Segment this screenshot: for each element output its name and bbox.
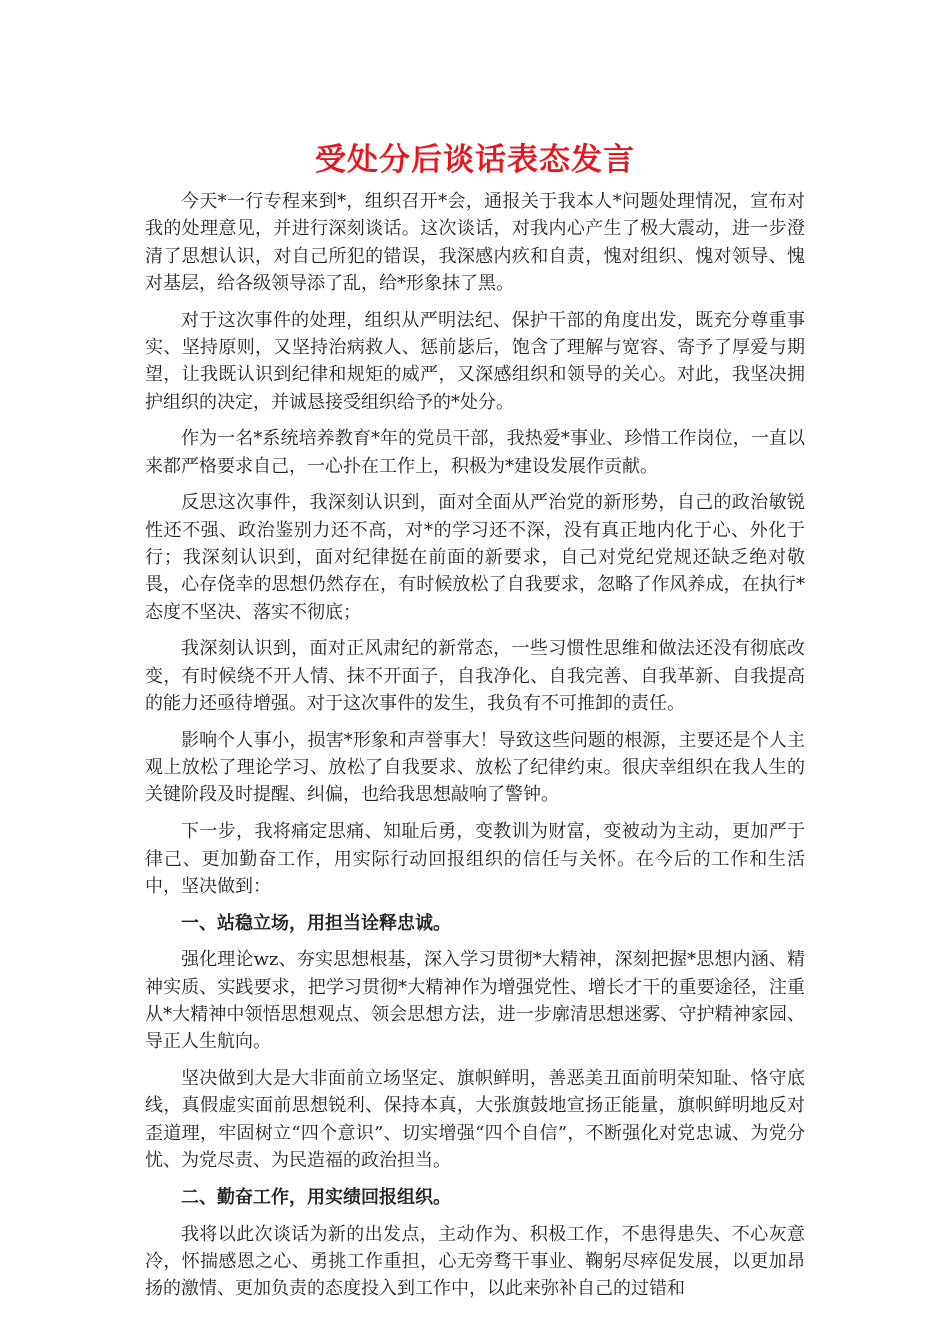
body-paragraph: 作为一名*系统培养教育*年的党员干部，我热爱*事业、珍惜工作岗位，一直以来都严格要求自己，一心扑在工作上，积极为*建设发展作贡献。 — [145, 428, 805, 477]
section1-paragraph: 强化理论wz、夯实思想根基，深入学习贯彻*大精神，深刻把握*思想内涵、精神实质、实践要求，把学习贯彻*大精神作为增强党性、增长才干的重要途径，注重从*大精神中领悟思想观点、领会思想方法，进一步廓清思想迷雾、守护精神家园、导正人生航向。 — [145, 949, 805, 1053]
document-body — [145, 188, 805, 1312]
body-paragraph: 反思这次事件，我深刻认识到，面对全面从严治党的新形势，自己的政治敏锐性还不强、政治鉴别力还不高，对*的学习还不深，没有真正地内化于心、外化于行；我深刻认识到，面对纪律挺在前面的新要求，自己对党纪党规还缺乏绝对敬畏，心存侥幸的思想仍然存在，有时候放松了自我要求，忽略了作风养成，在执行*态度不坚决、落实不彻底； — [145, 492, 805, 623]
body-paragraph: 今天*一行专程来到*，组织召开*会，通报关于我本人*问题处理情况，宣布对我的处理意见，并进行深刻谈话。这次谈话，对我内心产生了极大震动，进一步澄清了思想认识，对自己所犯的错误，我深感内疚和自责，愧对组织、愧对领导、愧对基层，给各级领导添了乱，给*形象抹了黑。 — [145, 191, 805, 294]
body-paragraph: 下一步，我将痛定思痛、知耻后勇，变教训为财富，变被动为主动，更加严于律己、更加勤奋工作，用实际行动回报组织的信任与关怀。在今后的工作和生活中，坚决做到： — [145, 821, 805, 897]
body-paragraph: 影响个人事小，损害*形象和声誉事大！导致这些问题的根源，主要还是个人主观上放松了理论学习、放松了自我要求、放松了纪律约束。很庆幸组织在我人生的关键阶段及时提醒、纠偏，也给我思想敲响了警钟。 — [145, 729, 805, 806]
section-heading-2: 二、勤奋工作，用实绩回报组织。 — [181, 1186, 451, 1208]
body-paragraph: 对于这次事件的处理，组织从严明法纪、保护干部的角度出发，既充分尊重事实、坚持原则，又坚持治病救人、惩前毖后，饱含了理解与宽容、寄予了厚爱与期望，让我既认识到纪律和规矩的威严，又深感组织和领导的关心。对此，我坚决拥护组织的决定，并诚恳接受组织给予的*处分。 — [145, 309, 805, 413]
section2-paragraph: 我将以此次谈话为新的出发点，主动作为、积极工作，不患得患失、不心灰意冷，怀揣感恩之心、勇挑工作重担，心无旁骛干事业、鞠躬尽瘁促发展，以更加昂扬的激情、更加负责的态度投入到工作中，以此来弥补自己的过错和 — [145, 1223, 805, 1300]
body-paragraph: 我深刻认识到，面对正风肃纪的新常态，一些习惯性思维和做法还没有彻底改变，有时候绕不开人情、抹不开面子，自我净化、自我完善、自我革新、自我提高的能力还亟待增强。对于这次事件的发生，我负有不可推卸的责任。 — [145, 638, 805, 715]
document-title: 受处分后谈话表态发言 — [315, 142, 635, 178]
section1-paragraph: 坚决做到大是大非面前立场坚定、旗帜鲜明，善恶美丑面前明荣知耻、恪守底线，真假虚实面前思想锐利、保持本真，大张旗鼓地宣扬正能量，旗帜鲜明地反对歪道理，牢固树立“四个意识”、切实增强“四个自信”，不断强化对党忠诚、为党分忧、为党尽责、为民造福的政治担当。 — [145, 1068, 805, 1171]
section-heading-1: 一、站稳立场，用担当诠释忠诚。 — [181, 912, 451, 934]
